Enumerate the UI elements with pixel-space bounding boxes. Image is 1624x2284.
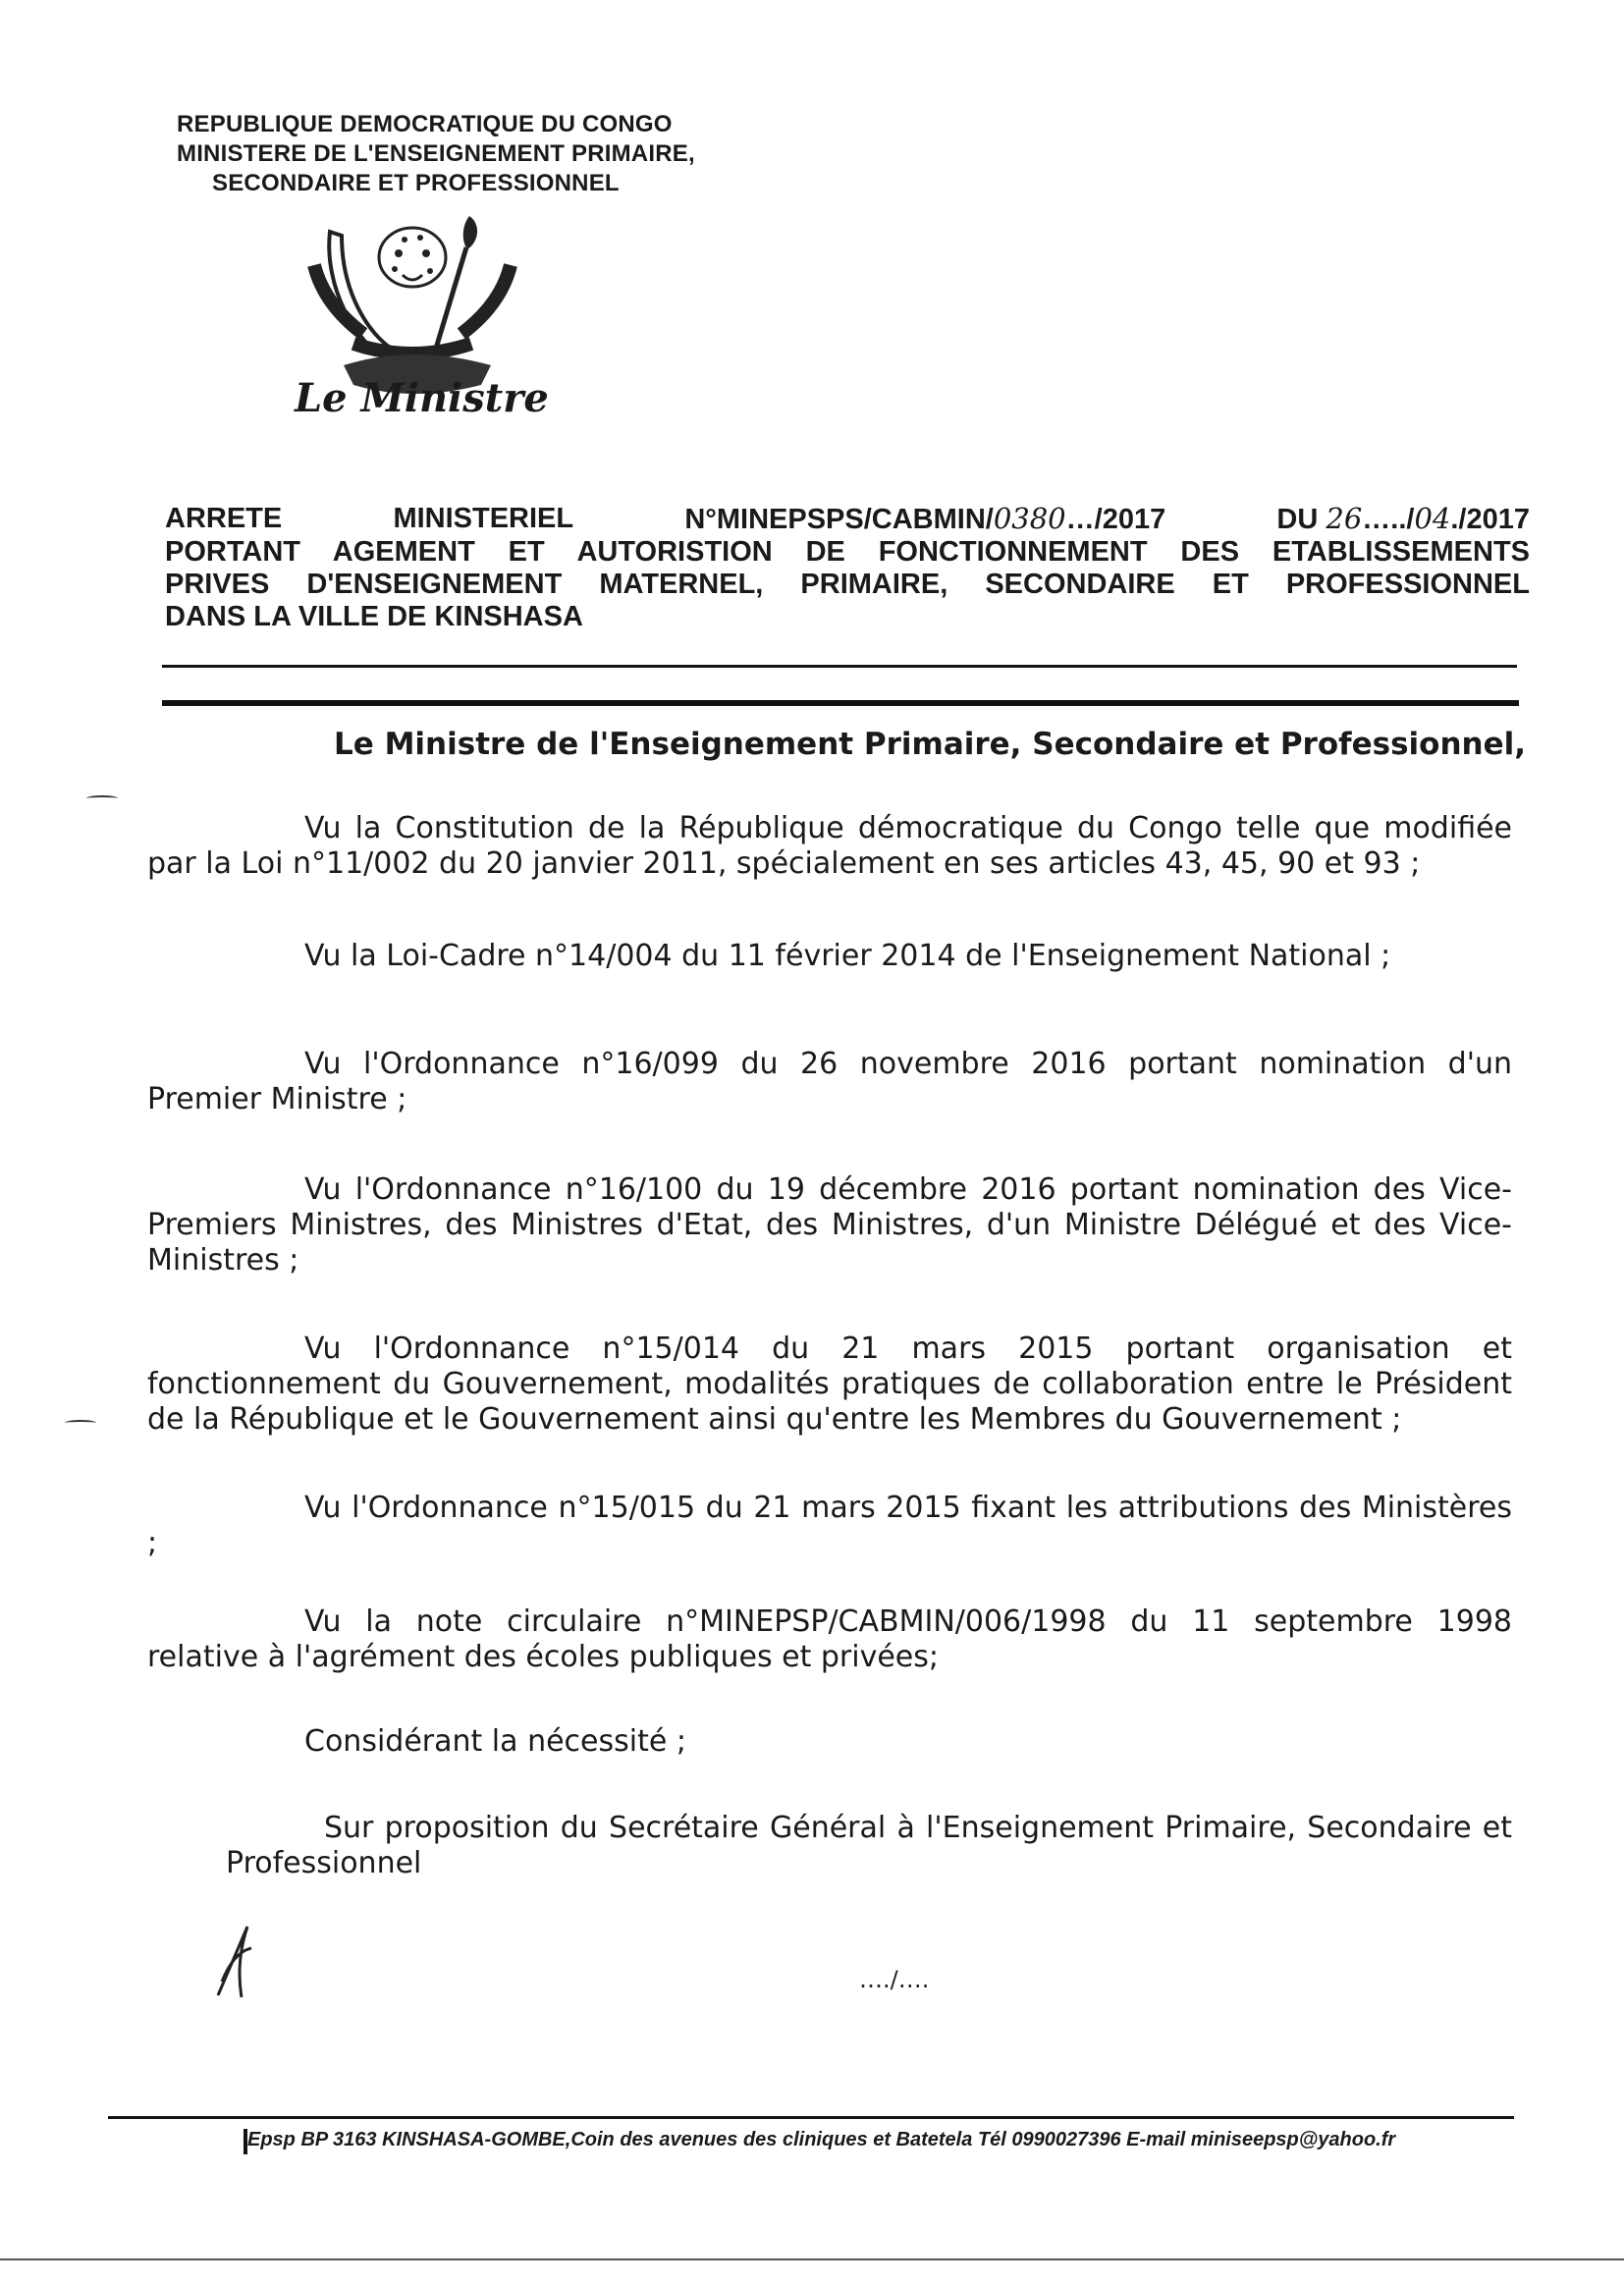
paragraph-considerant: Considérant la nécessité ; xyxy=(304,1724,686,1759)
paragraph-constitution: Vu la Constitution de la République démocratique du Congo telle que modifiée par la Loi n°11/002 du 20 janvier 2011, spécialement en ses articles 43, 45, 90 et 93 ; xyxy=(147,811,1512,881)
handwritten-number: 0380 xyxy=(993,502,1066,535)
paragraph-proposition: Sur proposition du Secrétaire Général à l'Enseignement Primaire, Secondaire et Professionnel xyxy=(226,1811,1512,1880)
handwritten-month: 04 xyxy=(1414,502,1451,535)
le-ministre-heading: Le Ministre xyxy=(295,375,549,421)
letterhead-ministry: MINISTERE DE L'ENSEIGNEMENT PRIMAIRE, xyxy=(177,140,695,167)
paragraph-ordonnance-15-015: Vu l'Ordonnance n°15/015 du 21 mars 2015 fixant les attributions des Ministères ; xyxy=(147,1491,1512,1560)
paragraph-ordonnance-16-099: Vu l'Ordonnance n°16/099 du 26 novembre 2016 portant nomination d'un Premier Ministre ; xyxy=(147,1047,1512,1116)
page-bottom-line xyxy=(0,2258,1624,2260)
decree-title-line1: ARRETE MINISTERIEL N°MINEPSPS/CABMIN/0380…/2017 DU 26…../04./2017 xyxy=(165,502,1530,535)
continuation-mark: …./…. xyxy=(859,1966,930,1993)
margin-mark xyxy=(86,795,118,801)
footer-rule xyxy=(108,2116,1514,2119)
letterhead xyxy=(177,110,695,198)
paragraph-note-circulaire: Vu la note circulaire n°MINEPSP/CABMIN/006/1998 du 11 septembre 1998 relative à l'agrément des écoles publiques et privées; xyxy=(147,1604,1512,1674)
paragraph-ordonnance-16-100: Vu l'Ordonnance n°16/100 du 19 décembre 2016 portant nomination des Vice-Premiers Ministres, des Ministres d'Etat, des Ministres, d'un Ministre Délégué et des Vice-Ministres ; xyxy=(147,1172,1512,1278)
minister-heading: Le Ministre de l'Enseignement Primaire, Secondaire et Professionnel, xyxy=(334,727,1527,762)
letterhead-country: REPUBLIQUE DEMOCRATIQUE DU CONGO xyxy=(177,111,673,137)
decree-title-line4: DANS LA VILLE DE KINSHASA xyxy=(165,601,583,632)
handwritten-day: 26 xyxy=(1326,502,1363,535)
paragraph-ordonnance-15-014: Vu l'Ordonnance n°15/014 du 21 mars 2015 portant organisation et fonctionnement du Gouvernement, modalités pratiques de collaboration entre le Président de la République et le Gouvernement ainsi qu'entre les Membres du Gouvernement ; xyxy=(147,1332,1512,1437)
decree-title-line2: PORTANT AGEMENT ET AUTORISTION DE FONCTIONNEMENT DES ETABLISSEMENTS xyxy=(165,536,1530,568)
letterhead-ministry-sub: SECONDAIRE ET PROFESSIONNEL xyxy=(212,170,620,196)
footer-address: Epsp BP 3163 KINSHASA-GOMBE,Coin des avenues des cliniques et Batetela Tél 0990027396 E-mail miniseepsp@yahoo.fr xyxy=(247,2129,1396,2150)
initials-signature-icon xyxy=(208,1923,267,2001)
decree-title-line3: PRIVES D'ENSEIGNEMENT MATERNEL, PRIMAIRE, SECONDAIRE ET PROFESSIONNEL xyxy=(165,569,1530,600)
paragraph-loi-cadre: Vu la Loi-Cadre n°14/004 du 11 février 2014 de l'Enseignement National ; xyxy=(304,939,1391,973)
title-rule-thick xyxy=(162,700,1519,706)
margin-mark xyxy=(65,1420,96,1426)
title-rule-thin xyxy=(162,665,1517,668)
decree-title xyxy=(165,503,1530,633)
